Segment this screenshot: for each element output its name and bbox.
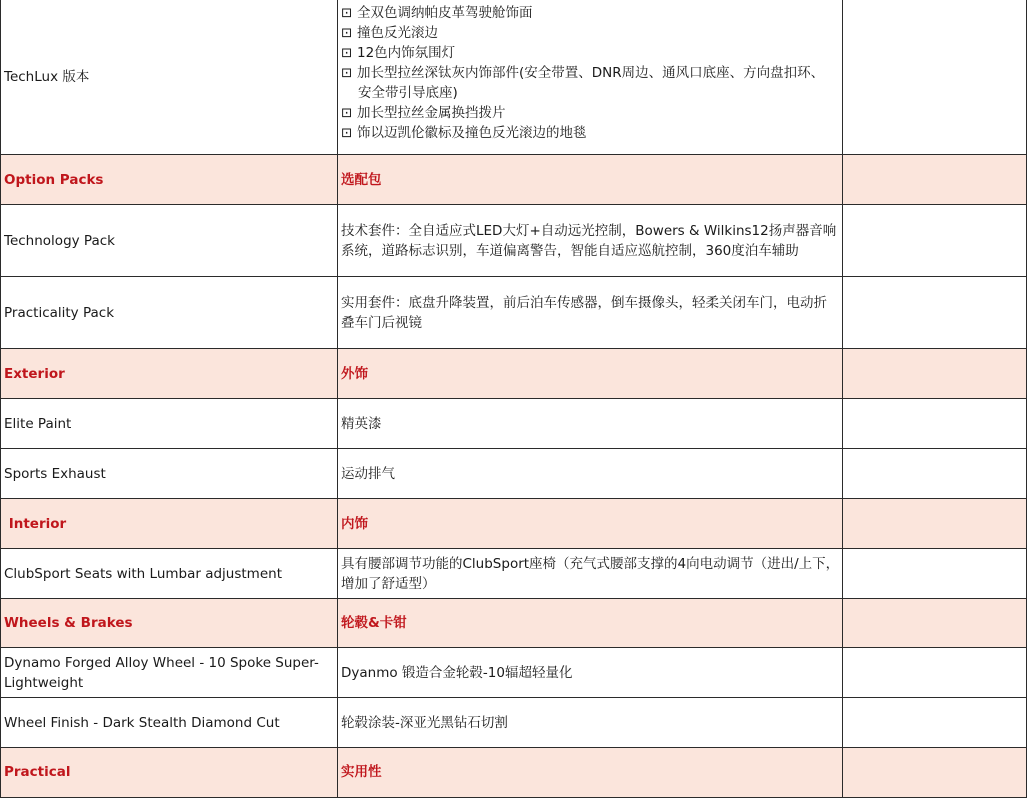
feature-line-continued: 安全带引导底座) <box>358 85 458 101</box>
section-row-interior <box>1 499 1027 549</box>
feature-line: ⊡ 全双色调纳帕皮革驾驶舱饰面 <box>341 3 840 23</box>
item-name-en: Technology Pack <box>1 205 338 277</box>
section-title-en: Option Packs <box>1 155 338 205</box>
item-desc-cn: 具有腰部调节功能的ClubSport座椅（充气式腰部支撑的4向电动调节（进出/上下，增加了舒适型） <box>338 549 843 599</box>
section-title-en: Practical <box>1 748 338 798</box>
item-name-en: Dynamo Forged Alloy Wheel - 10 Spoke Super-Lightweight <box>1 648 338 698</box>
section-title-cn: 选配包 <box>338 155 843 205</box>
notes-cell <box>843 599 1027 648</box>
item-name-en: Wheel Finish - Dark Stealth Diamond Cut <box>1 698 338 748</box>
item-name-en: Elite Paint <box>1 399 338 449</box>
section-title-en: Wheels & Brakes <box>1 599 338 648</box>
section-title-cn: 内饰 <box>338 499 843 549</box>
notes-cell <box>843 449 1027 499</box>
item-desc-cn: 轮毂涂装-深亚光黑钻石切割 <box>338 698 843 748</box>
table-row-elite-paint <box>1 399 1027 449</box>
section-row-option-packs <box>1 155 1027 205</box>
techlux-features <box>338 0 843 155</box>
notes-cell <box>843 698 1027 748</box>
table-row-technology-pack <box>1 205 1027 277</box>
section-row-wheels-brakes <box>1 599 1027 648</box>
section-row-practical <box>1 748 1027 798</box>
feature-line: ⊡ 饰以迈凯伦徽标及撞色反光滚边的地毯 <box>341 123 840 143</box>
table-row-clubsport-seats <box>1 549 1027 599</box>
feature-line: ⊡ 撞色反光滚边 <box>341 23 840 43</box>
notes-cell <box>843 499 1027 549</box>
feature-line: ⊡ 12色内饰氛围灯 <box>341 43 840 63</box>
item-desc-cn: 实用套件：底盘升降装置，前后泊车传感器，倒车摄像头，轻柔关闭车门，电动折叠车门后视镜 <box>338 277 843 349</box>
table-row-dynamo-wheel <box>1 648 1027 698</box>
notes-cell <box>843 549 1027 599</box>
section-row-exterior <box>1 349 1027 399</box>
section-title-cn: 轮毂&卡钳 <box>338 599 843 648</box>
section-title-cn: 外饰 <box>338 349 843 399</box>
notes-cell <box>843 0 1027 155</box>
notes-cell <box>843 349 1027 399</box>
item-desc-cn: 运动排气 <box>338 449 843 499</box>
section-title-en: Interior <box>1 499 338 549</box>
item-desc-cn: Dyanmo 锻造合金轮毂-10辐超轻量化 <box>338 648 843 698</box>
notes-cell <box>843 155 1027 205</box>
item-desc-cn: 精英漆 <box>338 399 843 449</box>
notes-cell <box>843 399 1027 449</box>
item-desc-cn: 技术套件：全自适应式LED大灯+自动远光控制，Bowers & Wilkins12扬声器音响系统，道路标志识别，车道偏离警告，智能自适应巡航控制，360度泊车辅助 <box>338 205 843 277</box>
notes-cell <box>843 648 1027 698</box>
item-name-en: Sports Exhaust <box>1 449 338 499</box>
section-title-cn: 实用性 <box>338 748 843 798</box>
item-name-en: Practicality Pack <box>1 277 338 349</box>
table-row-practicality-pack <box>1 277 1027 349</box>
table-row-wheel-finish <box>1 698 1027 748</box>
item-name-en: ClubSport Seats with Lumbar adjustment <box>1 549 338 599</box>
notes-cell <box>843 205 1027 277</box>
table-row-techlux <box>1 0 1027 155</box>
notes-cell <box>843 748 1027 798</box>
section-title-en: Exterior <box>1 349 338 399</box>
notes-cell <box>843 277 1027 349</box>
feature-line: ⊡ 加长型拉丝深钛灰内饰部件(安全带置、DNR周边、通风口底座、方向盘扣环、 <box>341 63 840 83</box>
techlux-label: TechLux 版本 <box>1 0 338 155</box>
table-row-sports-exhaust <box>1 449 1027 499</box>
feature-line: ⊡ 加长型拉丝金属换挡拨片 <box>341 103 840 123</box>
